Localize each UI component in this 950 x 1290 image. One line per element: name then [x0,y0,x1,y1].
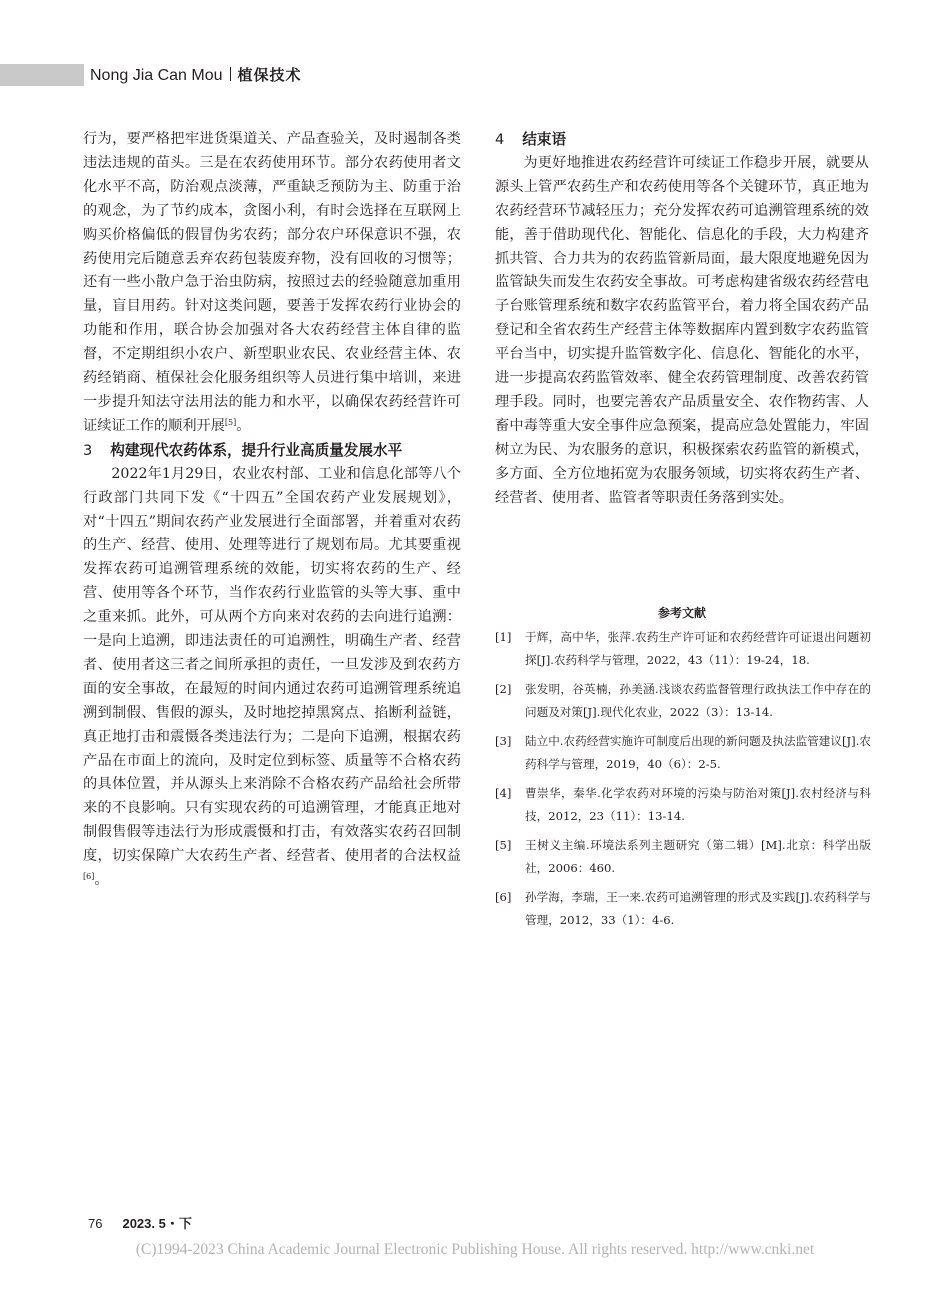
paragraph: 2022年1月29日，农业农村部、工业和信息化部等八个行政部门共同下发《“十四五”全国农药产业发展规划》，对“十四五”期间农药产业发展进行全面部署，并着重对农药的生产、经营、使用、处理等进行了规划布局。尤其要重视发挥农药可追溯管理系统的效能，切实将农药的生产、经营、使用等各个环节，当作农药行业监管的头等大事、重中之重来抓。此外，可从两个方向来对农药的去向进行追溯：一是向上追溯，即违法责任的可追溯性，明确生产者、经营者、使用者这三者之间所承担的责任，一旦发涉及到农药方面的安全事故，在最短的时间内通过农药可追溯管理系统追溯到制假、售假的源头，及时地挖掉黑窝点、掐断利益链，真正地打击和震慑各类违法行为；二是向下追溯，根据农药产品在市面上的流向，及时定位到标签、质量等不合格农药的具体位置，并从源头上来消除不合格农药产品给社会所带来的不良影响。只有实现农药的可追溯管理，才能真正地对制假售假等违法行为形成震慑和打击，有效落实农药召回制度，切实保障广大农药生产者、经营者、使用者的合法权益[6]。 [83,465,461,889]
reference-number: [2] [495,682,512,696]
reference-item [495,834,871,880]
section-heading-4: 4 结束语 [495,131,567,148]
reference-item [495,886,871,932]
page-number: 76 [88,1216,103,1231]
right-column [495,128,869,511]
copyright-notice: (C)1994-2023 China Academic Journal Electronic Publishing House. All rights reserved. http://www.cnki.net [135,1241,815,1258]
reference-item [495,730,871,776]
reference-number: [3] [495,734,512,748]
reference-number: [4] [495,786,512,800]
citation[interactable]: [5] [224,417,237,427]
paragraph: 为更好地推进农药经营许可续证工作稳步开展，就要从源头上管严农药生产和农药使用等各个关键环节，真正地为农药经营环节减轻压力；充分发挥农药可追溯管理系统的效能，善于借助现代化、智能化、信息化的手段，大力构建齐抓共管、合力共为的农药监管新局面，最大限度地避免因为监管缺失而发生农药安全事故。可考虑构建省级农药经营电子台账管理系统和数字农药监管平台，着力将全国农药产品登记和全省农药生产经营主体等数据库内置到数字农药监管平台当中，切实提升监管数字化、信息化、智能化的水平，进一步提高农药监管效率、健全农药管理制度、改善农药管理手段。同时，也要完善农产品质量安全、农作物药害、人畜中毒等重大安全事件应急预案，提高应急处置能力，牢固树立为民、为农服务的意识，积极探索农药监管的新模式，多方面、全方位地拓宽为农服务领域，切实将农药生产者、经营者、使用者、监管者等职责任务落到实处。 [495,154,869,506]
reference-text: 张发明，谷英楠，孙美涵.浅谈农药监督管理行政执法工作中存在的问题及对策[J].现代化农业，2022（3）：13-14. [525,682,871,719]
reference-number: [5] [495,838,512,852]
reference-text: 王树义主编.环境法系列主题研究（第二辑）[M].北京：科学出版社，2006：460. [525,838,871,875]
citation[interactable]: [6] [83,872,95,882]
issue-label: 2023. 5・下 [122,1216,192,1231]
reference-list [495,626,871,938]
reference-item [495,678,871,724]
left-column [83,128,461,893]
reference-text: 孙学海，李瑞，王一来.农药可追溯管理的形式及实践[J].农药科学与管理，2012，33（1）：4-6. [525,890,871,927]
page-footer [88,1213,192,1232]
reference-item [495,782,871,828]
reference-number: [1] [495,630,512,644]
references-title: 参考文献 [657,606,706,620]
journal-name: Nong Jia Can Mou [90,67,223,84]
header-bar [0,64,84,86]
reference-text: 于辉，高中华，张萍.农药生产许可证和农药经营许可证退出问题初探[J].农药科学与管理，2022，43（11）：19-24，18. [525,630,871,667]
section-name: 植保技术 [237,66,302,84]
paragraph: 行为，要严格把牢进货渠道关、产品查验关，及时遏制各类违法违规的苗头。三是在农药使用环节。部分农药使用者文化水平不高，防治观点淡薄，严重缺乏预防为主、防重于治的观念，为了节约成本，贪图小利，有时会选择在互联网上购买价格偏低的假冒伪劣农药；部分农户环保意识不强，农药使用完后随意丢弃农药包装废弃物，没有回收的习惯等；还有一些小散户急于治虫防病，按照过去的经验随意加重用量，盲目用药。针对这类问题，要善于发挥农药行业协会的功能和作用，联合协会加强对各大农药经营主体自律的监督，不定期组织小农户、新型职业农民、农业经营主体、农药经销商、植保社会化服务组织等人员进行集中培训，来进一步提升知法守法用法的能力和水平，以确保农药经营许可证续证工作的顺利开展[5]。 [83,131,461,434]
reference-text: 曹崇华，秦华.化学农药对环境的污染与防治对策[J].农村经济与科技，2012，23（11）：13-14. [525,786,871,823]
reference-text: 陆立中.农药经营实施许可制度后出现的新问题及执法监管建议[J].农药科学与管理，2019，40（6）：2-5. [525,734,871,771]
reference-number: [6] [495,890,512,904]
reference-item [495,626,871,672]
section-heading-3: 3 构建现代农药体系，提升行业高质量发展水平 [83,441,403,459]
running-header [90,64,302,86]
header-divider [230,67,231,81]
